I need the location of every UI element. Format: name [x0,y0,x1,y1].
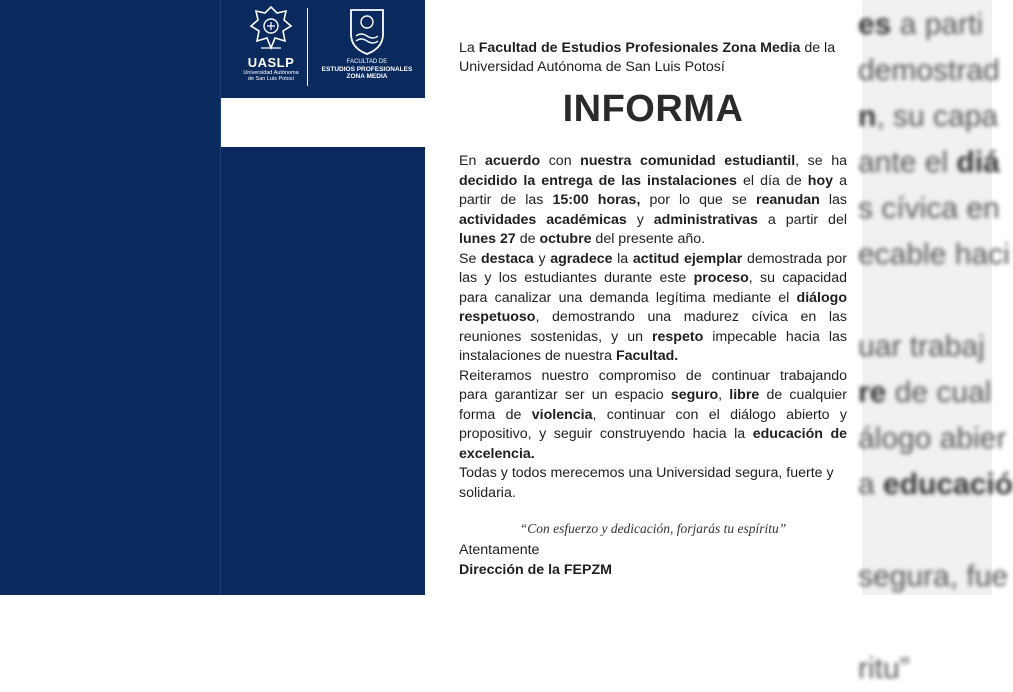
closing [459,541,847,580]
blur-line [858,600,1013,646]
fepzm-logo [313,6,421,80]
blur-line: uar trabaj [858,330,985,363]
uaslp-sub-1: Universidad Autónoma [243,70,299,76]
blur-line: álogo abier [858,422,1007,455]
closing-signature: Dirección de la FEPZM [459,561,612,578]
page-title: INFORMA [562,88,744,130]
communique-body [459,152,847,503]
motto: “Con esfuerzo y dedicación, forjarás tu espíritu” [519,521,787,536]
paragraph-3: Reiteramos nuestro compromiso de continuar trabajando para garantizar ser un espacio seguro, libre de cualquier forma de violencia, continuar con el diálogo abierto y propositivo, y seguir construyendo hacia la educación de excelencia. [459,367,848,462]
paragraph-4: Todas y todos merecemos una Universidad segura, fuerte y solidaria. [459,465,834,501]
blur-line: a parti [891,8,984,41]
closing-greeting: Atentamente [459,542,540,558]
white-band [221,98,425,147]
logo-header [221,0,425,98]
blurred-background [858,0,1013,685]
blur-line [858,278,1013,324]
blur-line: diá [956,146,1000,179]
blur-line: de cual [886,376,992,409]
blur-line: re [858,376,887,409]
blur-line: es [858,8,892,41]
intro-paragraph: La Facultad de Estudios Profesionales Zona Media de la Universidad Autónoma de San Luis Potosí [459,40,836,75]
uaslp-logo [231,4,311,82]
blur-line: a [858,468,884,501]
blur-line: demostrad [858,54,1000,87]
fepzm-shield-icon [347,6,387,56]
blurred-text [858,0,1013,692]
fepzm-line-2: ESTUDIOS PROFESIONALES [321,66,413,73]
uaslp-sub-2: de San Luis Potosí [247,76,295,82]
uaslp-shield-icon [248,4,294,54]
blur-line: s cívica en [858,192,1000,225]
blur-line: ritu” [858,652,910,685]
blur-line: educació [883,468,1013,501]
blur-line: ecable haci [858,238,1010,271]
fepzm-line-1: FACULTAD DE [346,59,388,65]
blur-line: segura, fue [858,560,1009,593]
paragraph-1: En acuerdo con nuestra comunidad estudiantil, se ha decidido la entrega de las instalaciones el día de hoy a partir de las 15:00 horas, por lo que se reanudan las actividades académicas y administrativas a partir del lunes 27 de octubre del presente año. [459,153,848,247]
uaslp-name: UASLP [247,55,295,70]
paragraph-2: Se destaca y agradece la actitud ejemplar demostrada por las y los estudiantes durante este proceso, su capacidad para canalizar una demanda legítima mediante el diálogo respetuoso, demostrando una madurez cívica en las reuniones sostenidas, y un respeto impecable hacia las instalaciones de nuestra Facultad. [459,250,847,364]
fepzm-line-3: ZONA MEDIA [346,73,388,80]
blur-line: ante el [858,146,957,179]
blur-line: n [858,100,877,133]
blur-line: , su capa [876,100,999,133]
logo-separator [307,8,308,86]
blur-line [858,508,1013,554]
